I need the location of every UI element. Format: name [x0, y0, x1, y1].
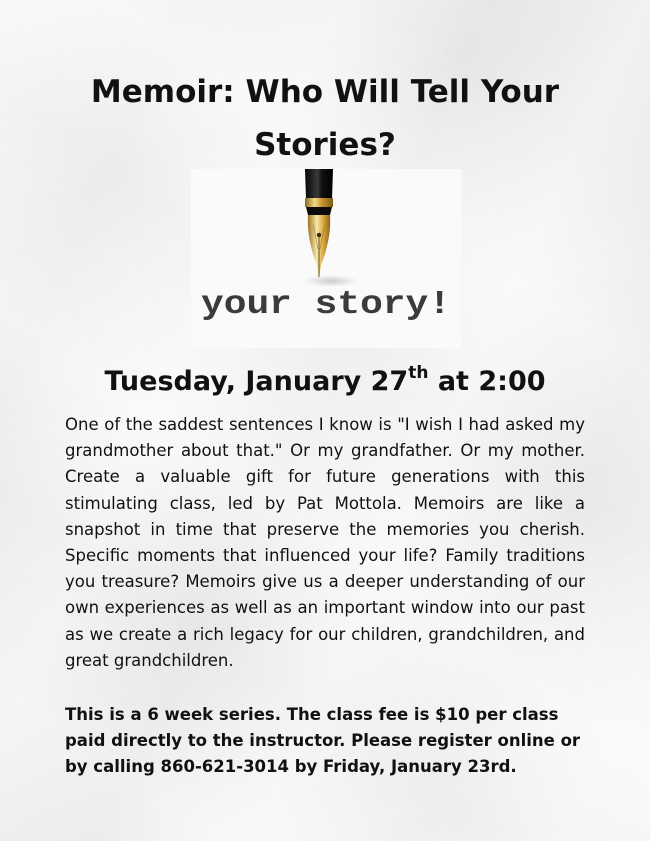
- class-description: One of the saddest sentences I know is "I wish I had asked my grandmother about that." Or my grandfather. Or my mother. Create a valuable gift for future generations with this stimulating class, led by Pat Mottola. Memoirs are like a snapshot in time that preserve the memories you cherish. Specific moments that influenced your life? Family traditions you treasure? Memoirs give us a deeper understanding of our own experiences as well as an important window into our past as we create a rich legacy for our children, grandchildren, and great grandchildren.: [65, 415, 585, 670]
- event-time: at 2:00: [428, 366, 546, 397]
- event-date-time: [0, 362, 650, 402]
- event-date-ordinal: th: [408, 363, 429, 383]
- hero-caption: your story!: [201, 286, 451, 323]
- event-day-date: Tuesday, January 27: [104, 366, 409, 397]
- fountain-pen-illustration: [191, 169, 461, 348]
- flyer-title-line-2: Stories?: [254, 127, 396, 163]
- flyer-title: [0, 66, 650, 172]
- flyer-title-line-1: Memoir: Who Will Tell Your: [90, 74, 560, 110]
- registration-details: This is a 6 week series. The class fee is $10 per class paid directly to the instructor. Please register online or by calling 860-621-3014 by Friday, January 23rd.: [65, 705, 581, 777]
- fountain-pen-image: [191, 169, 461, 348]
